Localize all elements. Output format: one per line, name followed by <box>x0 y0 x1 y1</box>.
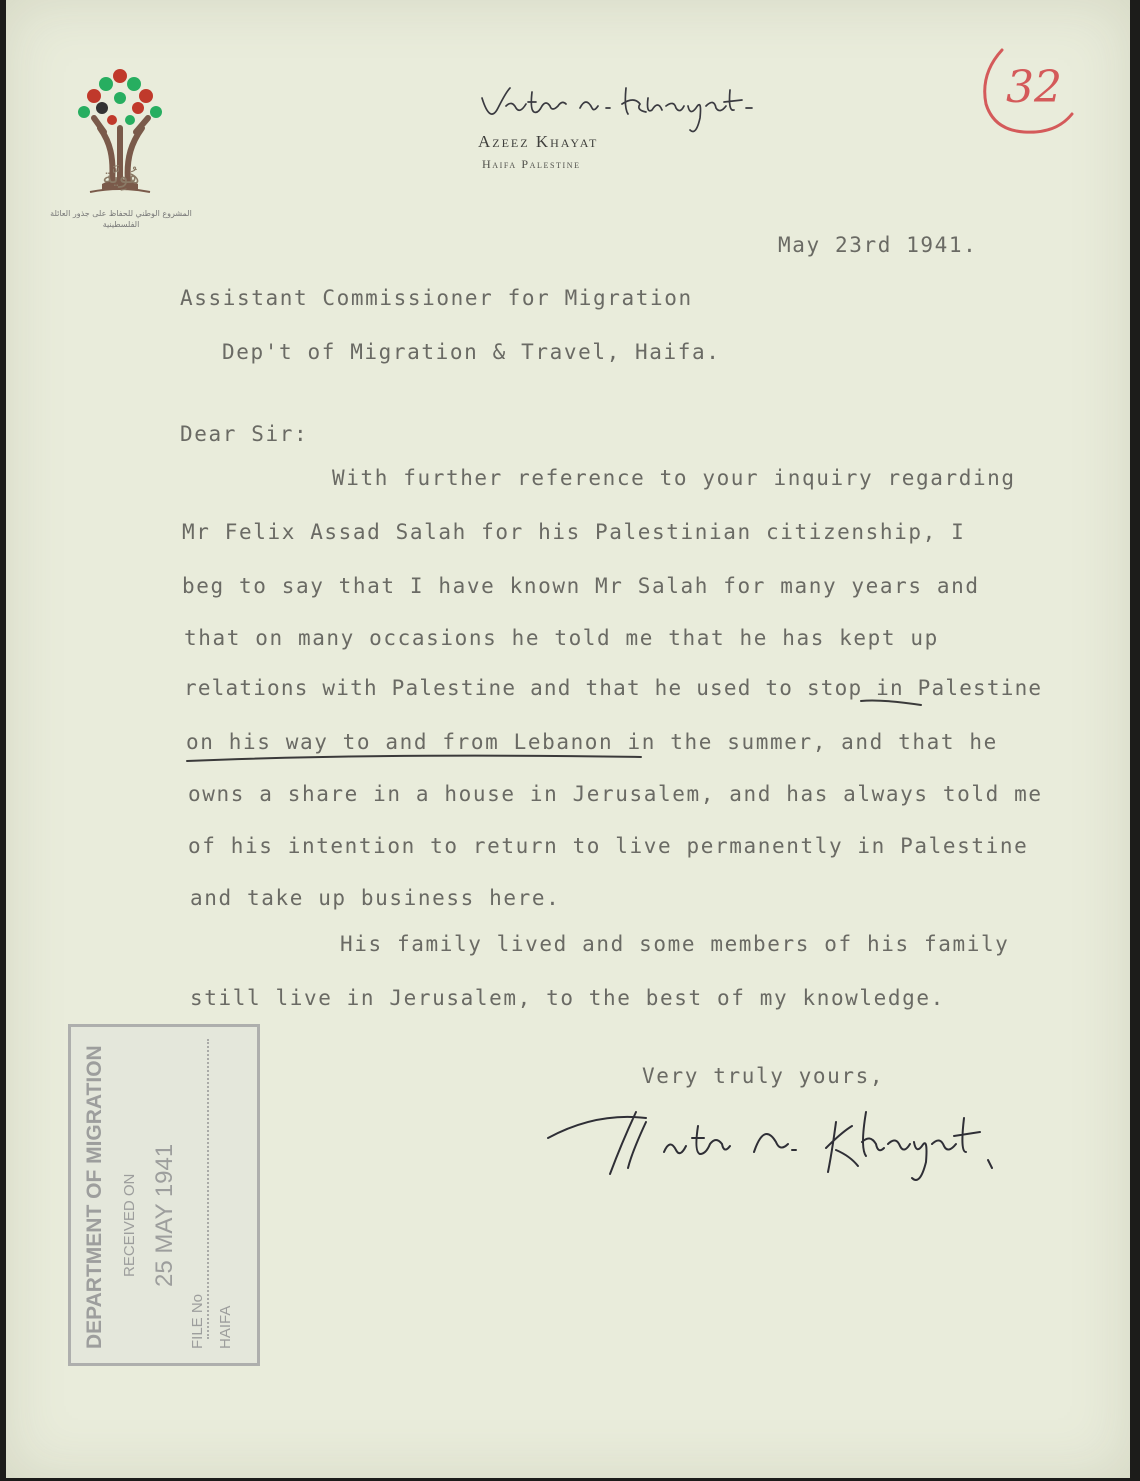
recipient-line-2: Dep't of Migration & Travel, Haifa. <box>222 340 721 364</box>
body-line: still live in Jerusalem, to the best of my knowledge. <box>190 986 945 1010</box>
salutation: Dear Sir: <box>180 422 309 446</box>
letter-date: May 23rd 1941. <box>778 233 978 257</box>
body-line: With further reference to your inquiry regarding <box>332 466 1016 490</box>
body-line: that on many occasions he told me that he has kept up <box>184 626 939 650</box>
logo-title: هُوِيَّة <box>102 164 140 188</box>
stamp-line: DEPARTMENT OF MIGRATION <box>83 1045 106 1349</box>
body-line: owns a share in a house in Jerusalem, and has always told me <box>188 782 1043 806</box>
body-line: and take up business here. <box>190 886 561 910</box>
stamp-divider <box>207 1039 211 1339</box>
department-received-stamp <box>68 1024 260 1366</box>
logo-caption: المشروع الوطني للحفاظ على جذور العائلة الفلسطينية <box>50 209 192 229</box>
folio-number: 32 <box>1006 62 1062 113</box>
body-line: Mr Felix Assad Salah for his Palestinian citizenship, I <box>182 520 966 544</box>
body-line: of his intention to return to live permanently in Palestine <box>188 834 1029 858</box>
pencil-underline-marks <box>181 695 941 775</box>
body-line: beg to say that I have known Mr Salah for many years and <box>182 574 980 598</box>
stamp-line: FILE No <box>189 1293 206 1349</box>
letter-page <box>6 0 1130 1478</box>
folio-number-mark <box>972 34 1092 144</box>
body-line: His family lived and some members of his family <box>340 932 1010 956</box>
letterhead-place: Haifa Palestine <box>482 157 581 171</box>
recipient-line-1: Assistant Commissioner for Migration <box>180 286 693 310</box>
letterhead-name: Azeez Khayat <box>478 132 599 151</box>
stamp-line: 25 MAY 1941 <box>151 1143 178 1287</box>
signature-image <box>536 1082 1016 1192</box>
closing: Very truly yours, <box>642 1064 885 1088</box>
body-line: relations with Palestine and that he used to stop in Palestine <box>184 676 1043 700</box>
stamp-line: RECEIVED ON <box>121 1173 138 1277</box>
body-line: on his way to and from Lebanon in the summer, and that he <box>186 730 998 754</box>
stamp-line: HAIFA <box>217 1305 234 1349</box>
